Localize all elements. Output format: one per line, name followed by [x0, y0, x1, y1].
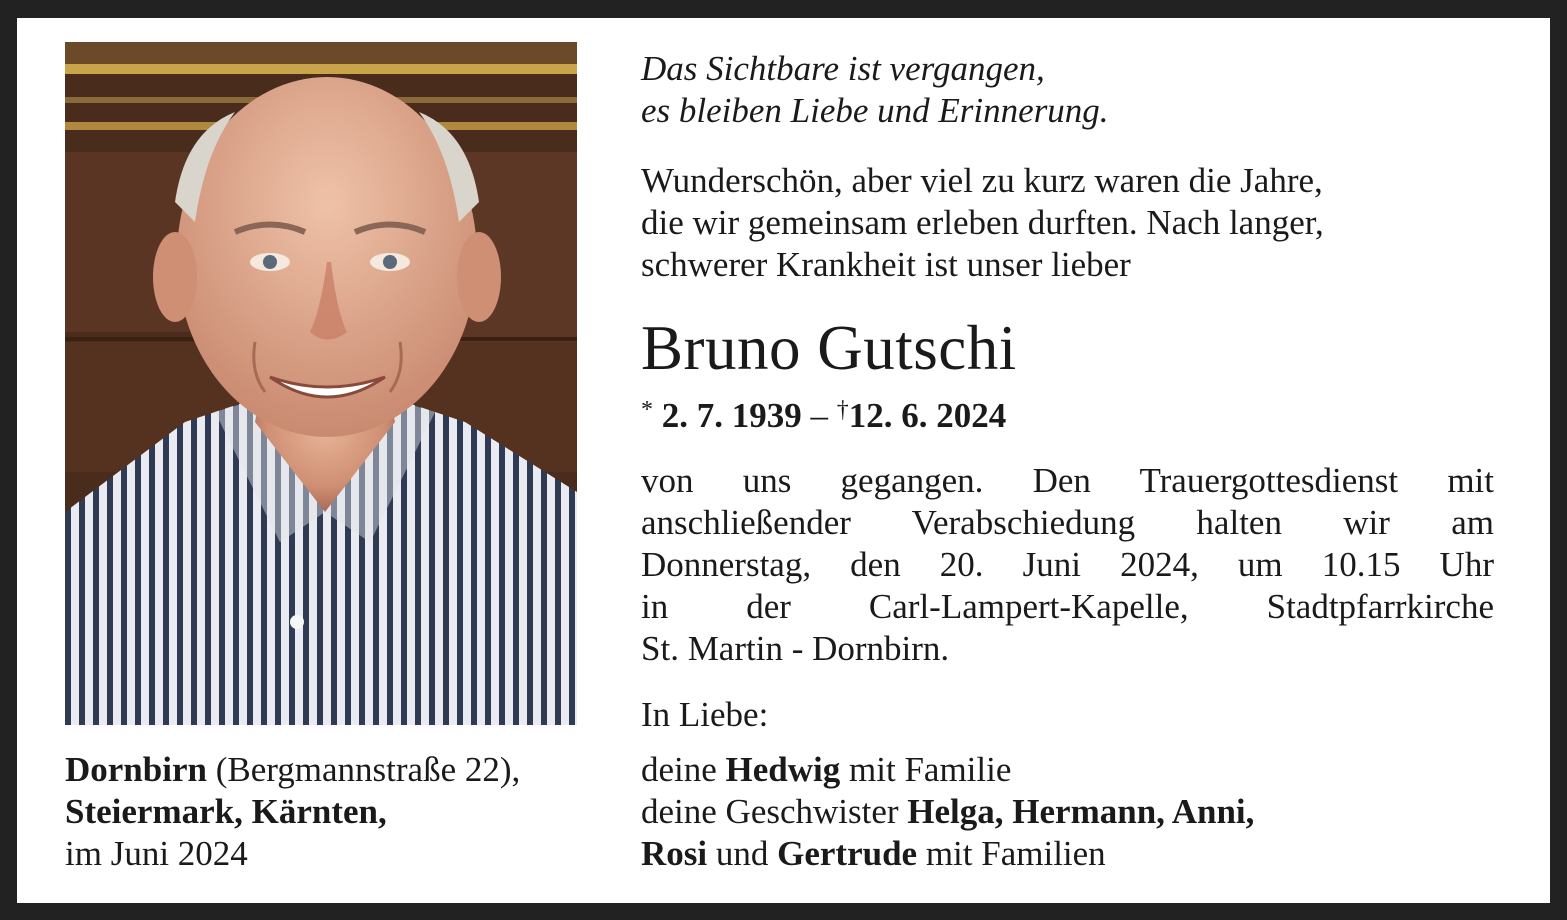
intro-paragraph	[641, 160, 1494, 286]
service-line-2: anschließender Verabschiedung halten wir am	[641, 503, 1494, 542]
location-line-1	[65, 749, 520, 791]
obituary-text	[641, 48, 1494, 873]
service-line-4: in der Carl-Lampert-Kapelle, Stadtpfarrkirche	[641, 587, 1494, 626]
regions: Steiermark, Kärnten,	[65, 792, 387, 831]
intro-line-1: Wunderschön, aber viel zu kurz waren die Jahre,	[641, 161, 1323, 200]
death-date: 12. 6. 2024	[848, 396, 1007, 435]
street-address: (Bergmannstraße 22),	[206, 750, 521, 789]
location-line-2	[65, 791, 520, 833]
mourner-name: Gertrude	[777, 834, 918, 873]
death-symbol: †	[836, 397, 849, 423]
mourner-text: mit Familie	[840, 750, 1012, 789]
motto	[641, 48, 1494, 132]
motto-line-2: es bleiben Liebe und Erinnerung.	[641, 91, 1109, 130]
portrait-illustration	[65, 42, 577, 725]
birth-symbol: *	[641, 397, 653, 423]
intro-line-3: schwerer Krankheit ist unser lieber	[641, 245, 1131, 284]
portrait-photo	[65, 42, 577, 725]
mourners-list	[641, 749, 1254, 875]
mourner-text: deine Geschwister	[641, 792, 908, 831]
motto-line-1: Das Sichtbare ist vergangen,	[641, 49, 1045, 88]
city-name: Dornbirn	[65, 750, 207, 789]
in-love-heading: In Liebe:	[641, 695, 769, 734]
date-separator: –	[801, 396, 837, 435]
mourner-text: deine	[641, 750, 726, 789]
mourner-text: mit Familien	[917, 834, 1106, 873]
mourner-name: Rosi	[641, 834, 708, 873]
service-line-3: Donnerstag, den 20. Juni 2024, um 10.15 Uhr	[641, 545, 1494, 584]
mourner-names: Helga, Hermann, Anni,	[907, 792, 1255, 831]
mourner-line-2	[641, 791, 1254, 833]
service-paragraph	[641, 460, 1494, 670]
mourner-line-3	[641, 833, 1254, 875]
mourner-line-1	[641, 749, 1254, 791]
service-line-1: von uns gegangen. Den Trauergottesdienst mit	[641, 461, 1494, 500]
mourner-name: Hedwig	[725, 750, 841, 789]
location-caption	[65, 749, 520, 875]
service-line-5: St. Martin - Dornbirn.	[641, 629, 950, 668]
location-date: im Juni 2024	[65, 834, 248, 873]
birth-date: 2. 7. 1939	[661, 396, 802, 435]
intro-line-2: die wir gemeinsam erleben durften. Nach langer,	[641, 203, 1324, 242]
deceased-name: Bruno Gutschi	[641, 313, 1017, 383]
life-dates	[641, 388, 1006, 438]
mourner-text: und	[707, 834, 778, 873]
